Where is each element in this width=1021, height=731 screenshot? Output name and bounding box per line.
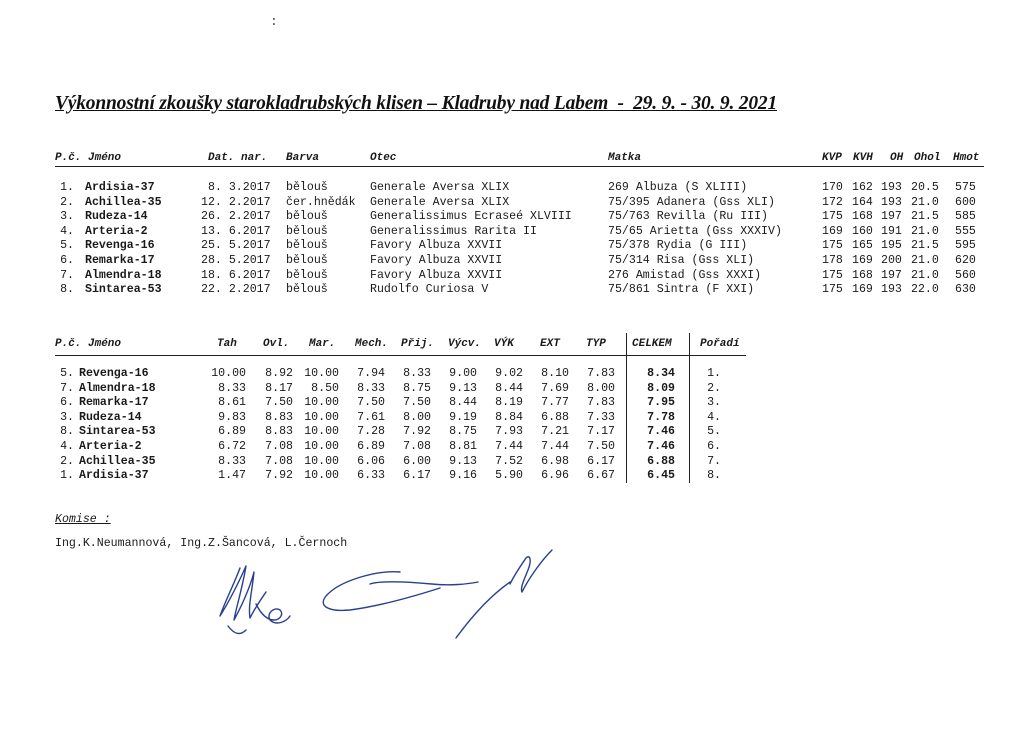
row-mech: 6.33 [357, 469, 385, 483]
row-hmot: 630 [955, 283, 976, 297]
row-ovl: 8.83 [265, 425, 293, 439]
row-ovl: 7.08 [265, 440, 293, 453]
row-name: Rudeza-14 [85, 210, 148, 224]
row-typ: 8.00 [587, 381, 615, 395]
row-typ: 7.33 [587, 410, 615, 424]
row-kvp: 175 [822, 239, 843, 253]
row-color: bělouš [286, 181, 328, 194]
row-number: 3. [60, 210, 74, 224]
row-mar: 10.00 [304, 367, 339, 380]
row-number: 7. [60, 268, 74, 282]
row-typ: 7.17 [587, 425, 615, 439]
row-name: Revenga-16 [85, 239, 155, 253]
row-mother: 269 Albuza (S XLIII) [608, 181, 748, 194]
row-hmot: 595 [955, 239, 976, 253]
row-name: Achillea-35 [85, 195, 162, 209]
row-number: 7. [60, 381, 74, 395]
col-prij: Přij. [401, 338, 435, 350]
row-tah: 8.61 [218, 396, 246, 410]
row-vycv: 9.19 [449, 410, 477, 424]
row-number: 8. [60, 283, 74, 297]
row-kvh: 168 [852, 268, 873, 282]
row-kvh: 168 [852, 210, 873, 224]
row-vyk: 7.52 [495, 454, 523, 468]
row-color: čer.hnědák [286, 195, 356, 209]
table-row [0, 239, 1021, 254]
row-color: bělouš [286, 224, 328, 238]
row-prij: 8.00 [403, 410, 431, 424]
table-row [0, 382, 1021, 397]
table-row [0, 283, 1021, 298]
row-total: 8.34 [647, 367, 675, 380]
col-rank: Pořadí [700, 338, 740, 350]
row-mother: 75/314 Risa (Gss XLI) [608, 254, 755, 267]
row-mar: 10.00 [304, 410, 339, 424]
row-rank: 4. [707, 410, 721, 424]
row-birth-date: 28. 5.2017 [201, 254, 271, 267]
row-vyk: 8.84 [495, 410, 523, 424]
row-name: Arteria-2 [85, 224, 148, 238]
col-ext: EXT [540, 338, 560, 350]
row-tah: 6.89 [218, 425, 246, 439]
row-ovl: 8.83 [265, 410, 293, 424]
row-number: 5. [60, 239, 74, 253]
row-oh: 193 [881, 283, 902, 297]
col-mech: Mech. [355, 338, 389, 350]
commission-members: Ing.K.Neumannová, Ing.Z.Šancová, L.Černoch [55, 537, 348, 550]
handwritten-signatures [210, 540, 570, 650]
row-mar: 10.00 [304, 440, 339, 453]
row-kvp: 172 [822, 195, 843, 209]
table-row [0, 181, 1021, 196]
row-total: 7.95 [647, 396, 675, 410]
row-mech: 7.50 [357, 396, 385, 410]
row-typ: 6.17 [587, 454, 615, 468]
row-birth-date: 13. 6.2017 [201, 224, 271, 238]
row-mar: 10.00 [304, 454, 339, 468]
row-father: Favory Albuza XXVII [370, 239, 503, 253]
row-name: Almendra-18 [79, 381, 156, 395]
row-color: bělouš [286, 254, 328, 267]
row-ohol: 21.0 [911, 224, 939, 238]
row-rank: 2. [707, 381, 721, 395]
row-father: Rudolfo Curiosa V [370, 283, 489, 297]
row-mother: 75/378 Rydia (G III) [608, 239, 748, 253]
row-hmot: 620 [955, 254, 976, 267]
row-number: 2. [60, 195, 74, 209]
row-ext: 7.69 [541, 381, 569, 395]
row-number: 4. [60, 440, 74, 453]
row-prij: 7.08 [403, 440, 431, 453]
row-kvh: 162 [852, 181, 873, 194]
row-vyk: 5.90 [495, 469, 523, 483]
row-ovl: 8.92 [265, 367, 293, 380]
row-vyk: 8.19 [495, 396, 523, 410]
row-ohol: 21.5 [911, 239, 939, 253]
row-tah: 8.33 [218, 454, 246, 468]
row-mother: 276 Amistad (Gss XXXI) [608, 268, 762, 282]
row-oh: 195 [881, 239, 902, 253]
row-vyk: 9.02 [495, 367, 523, 380]
row-tah: 10.00 [211, 367, 246, 380]
col-oh: OH [890, 152, 904, 164]
table-row [0, 196, 1021, 211]
table-row [0, 210, 1021, 225]
row-mech: 7.94 [357, 367, 385, 380]
row-name: Remarka-17 [85, 254, 155, 267]
row-kvh: 169 [852, 254, 873, 267]
row-number: 4. [60, 224, 74, 238]
row-oh: 200 [881, 254, 902, 267]
row-father: Generale Aversa XLIX [370, 195, 510, 209]
col-no-name: P.č. Jméno [55, 338, 122, 350]
row-rank: 7. [707, 454, 721, 468]
row-vycv: 8.75 [449, 425, 477, 439]
row-father: Favory Albuza XXVII [370, 268, 503, 282]
row-ohol: 20.5 [911, 181, 939, 194]
col-typ: TYP [586, 338, 606, 350]
row-kvp: 175 [822, 210, 843, 224]
row-color: bělouš [286, 239, 328, 253]
scan-speck: : [270, 14, 278, 29]
row-kvh: 165 [852, 239, 873, 253]
row-kvp: 175 [822, 283, 843, 297]
row-kvp: 175 [822, 268, 843, 282]
row-father: Generale Aversa XLIX [370, 181, 510, 194]
row-birth-date: 25. 5.2017 [201, 239, 271, 253]
table-row [0, 367, 1021, 382]
row-prij: 6.00 [403, 454, 431, 468]
row-number: 5. [60, 367, 74, 380]
row-ohol: 21.0 [911, 268, 939, 282]
row-hmot: 575 [955, 181, 976, 194]
row-prij: 7.92 [403, 425, 431, 439]
row-ovl: 7.50 [265, 396, 293, 410]
row-prij: 8.33 [403, 367, 431, 380]
row-ovl: 8.17 [265, 381, 293, 395]
row-father: Generalissimus Ecraseé XLVIII [370, 210, 572, 224]
row-mech: 7.28 [357, 425, 385, 439]
row-ext: 6.98 [541, 454, 569, 468]
row-prij: 6.17 [403, 469, 431, 483]
row-color: bělouš [286, 268, 328, 282]
pedigree-header-rule [55, 166, 984, 167]
row-vycv: 9.16 [449, 469, 477, 483]
row-tah: 6.72 [218, 440, 246, 453]
row-oh: 191 [881, 224, 902, 238]
row-name: Almendra-18 [85, 268, 162, 282]
row-tah: 8.33 [218, 381, 246, 395]
row-total: 7.78 [647, 410, 675, 424]
col-birth-date: Dat. nar. [208, 152, 268, 164]
row-vyk: 8.44 [495, 381, 523, 395]
row-number: 6. [60, 254, 74, 267]
row-vycv: 9.00 [449, 367, 477, 380]
row-number: 3. [60, 410, 74, 424]
row-name: Rudeza-14 [79, 410, 142, 424]
row-typ: 7.83 [587, 396, 615, 410]
results-header-rule [55, 355, 746, 356]
row-tah: 1.47 [218, 469, 246, 483]
row-mother: 75/395 Adanera (Gss XLI) [608, 195, 775, 209]
col-kvh: KVH [853, 152, 873, 164]
col-total: CELKEM [632, 338, 672, 350]
row-number: 1. [60, 181, 74, 194]
row-oh: 197 [881, 268, 902, 282]
row-ohol: 21.5 [911, 210, 939, 224]
row-mech: 8.33 [357, 381, 385, 395]
row-hmot: 585 [955, 210, 976, 224]
row-kvh: 164 [852, 195, 873, 209]
row-kvh: 160 [852, 224, 873, 238]
row-mech: 6.89 [357, 440, 385, 453]
col-mother: Matka [608, 152, 642, 164]
row-kvp: 178 [822, 254, 843, 267]
table-row [0, 269, 1021, 284]
row-mech: 6.06 [357, 454, 385, 468]
row-name: Revenga-16 [79, 367, 149, 380]
table-row [0, 411, 1021, 426]
col-no-name: P.č. Jméno [55, 152, 122, 164]
row-kvp: 170 [822, 181, 843, 194]
row-rank: 5. [707, 425, 721, 439]
row-typ: 7.50 [587, 440, 615, 453]
row-ohol: 22.0 [911, 283, 939, 297]
row-color: bělouš [286, 283, 328, 297]
table-row [0, 469, 1021, 484]
row-oh: 193 [881, 195, 902, 209]
row-mother: 75/763 Revilla (Ru III) [608, 210, 769, 224]
row-kvp: 169 [822, 224, 843, 238]
row-name: Achillea-35 [79, 454, 156, 468]
col-ovl: Ovl. [263, 338, 290, 350]
col-vycv: Výcv. [448, 338, 482, 350]
row-birth-date: 18. 6.2017 [201, 268, 271, 282]
col-mar: Mar. [309, 338, 336, 350]
row-vycv: 9.13 [449, 454, 477, 468]
row-number: 1. [60, 469, 74, 483]
row-mar: 10.00 [304, 425, 339, 439]
row-number: 8. [60, 425, 74, 439]
row-oh: 197 [881, 210, 902, 224]
row-vycv: 8.81 [449, 440, 477, 453]
col-hmot: Hmot [953, 152, 980, 164]
row-name: Remarka-17 [79, 396, 149, 410]
row-vyk: 7.44 [495, 440, 523, 453]
row-tah: 9.83 [218, 410, 246, 424]
table-row [0, 225, 1021, 240]
row-prij: 8.75 [403, 381, 431, 395]
col-kvp: KVP [822, 152, 842, 164]
row-rank: 6. [707, 440, 721, 453]
table-row [0, 254, 1021, 269]
row-birth-date: 22. 2.2017 [201, 283, 271, 297]
row-ext: 6.96 [541, 469, 569, 483]
row-total: 6.88 [647, 454, 675, 468]
row-hmot: 600 [955, 195, 976, 209]
row-prij: 7.50 [403, 396, 431, 410]
row-vycv: 8.44 [449, 396, 477, 410]
table-row [0, 396, 1021, 411]
row-color: bělouš [286, 210, 328, 224]
row-mech: 7.61 [357, 410, 385, 424]
col-color: Barva [286, 152, 320, 164]
row-rank: 1. [707, 367, 721, 380]
row-total: 7.46 [647, 425, 675, 439]
document-title: Výkonnostní zkoušky starokladrubských klisen – Kladruby nad Labem - 29. 9. - 30. 9. 2021 [55, 93, 777, 114]
row-mar: 10.00 [304, 396, 339, 410]
row-birth-date: 8. 3.2017 [201, 181, 271, 194]
row-ext: 7.77 [541, 396, 569, 410]
row-birth-date: 26. 2.2017 [201, 210, 271, 224]
row-name: Sintarea-53 [79, 425, 156, 439]
row-mar: 8.50 [311, 381, 339, 395]
row-mar: 10.00 [304, 469, 339, 483]
row-typ: 7.83 [587, 367, 615, 380]
row-kvh: 169 [852, 283, 873, 297]
row-ovl: 7.92 [265, 469, 293, 483]
commission-label: Komise : [55, 513, 111, 526]
row-number: 2. [60, 454, 74, 468]
row-total: 6.45 [647, 469, 675, 483]
row-father: Generalissimus Rarita II [370, 224, 537, 238]
row-ohol: 21.0 [911, 254, 939, 267]
row-mother: 75/65 Arietta (Gss XXXIV) [608, 224, 782, 238]
row-name: Arteria-2 [79, 440, 142, 453]
row-hmot: 555 [955, 224, 976, 238]
col-ohol: Ohol [914, 152, 941, 164]
row-total: 8.09 [647, 381, 675, 395]
table-row [0, 440, 1021, 455]
signature-2 [323, 550, 552, 638]
row-hmot: 560 [955, 268, 976, 282]
row-oh: 193 [881, 181, 902, 194]
table-row [0, 425, 1021, 440]
row-number: 6. [60, 396, 74, 410]
row-rank: 3. [707, 396, 721, 410]
col-father: Otec [370, 152, 397, 164]
row-father: Favory Albuza XXVII [370, 254, 503, 267]
row-total: 7.46 [647, 440, 675, 453]
row-typ: 6.67 [587, 469, 615, 483]
col-tah: Tah [217, 338, 237, 350]
row-ext: 7.44 [541, 440, 569, 453]
row-vyk: 7.93 [495, 425, 523, 439]
row-name: Sintarea-53 [85, 283, 162, 297]
row-rank: 8. [707, 469, 721, 483]
row-ohol: 21.0 [911, 195, 939, 209]
row-birth-date: 12. 2.2017 [201, 195, 271, 209]
row-name: Ardisia-37 [79, 469, 149, 483]
row-ovl: 7.08 [265, 454, 293, 468]
row-ext: 8.10 [541, 367, 569, 380]
table-row [0, 455, 1021, 470]
row-name: Ardisia-37 [85, 181, 155, 194]
row-ext: 7.21 [541, 425, 569, 439]
row-vycv: 9.13 [449, 381, 477, 395]
row-mother: 75/861 Sintra (F XXI) [608, 283, 755, 297]
row-ext: 6.88 [541, 410, 569, 424]
signature-1 [220, 566, 290, 633]
col-vyk: VÝK [494, 338, 514, 350]
